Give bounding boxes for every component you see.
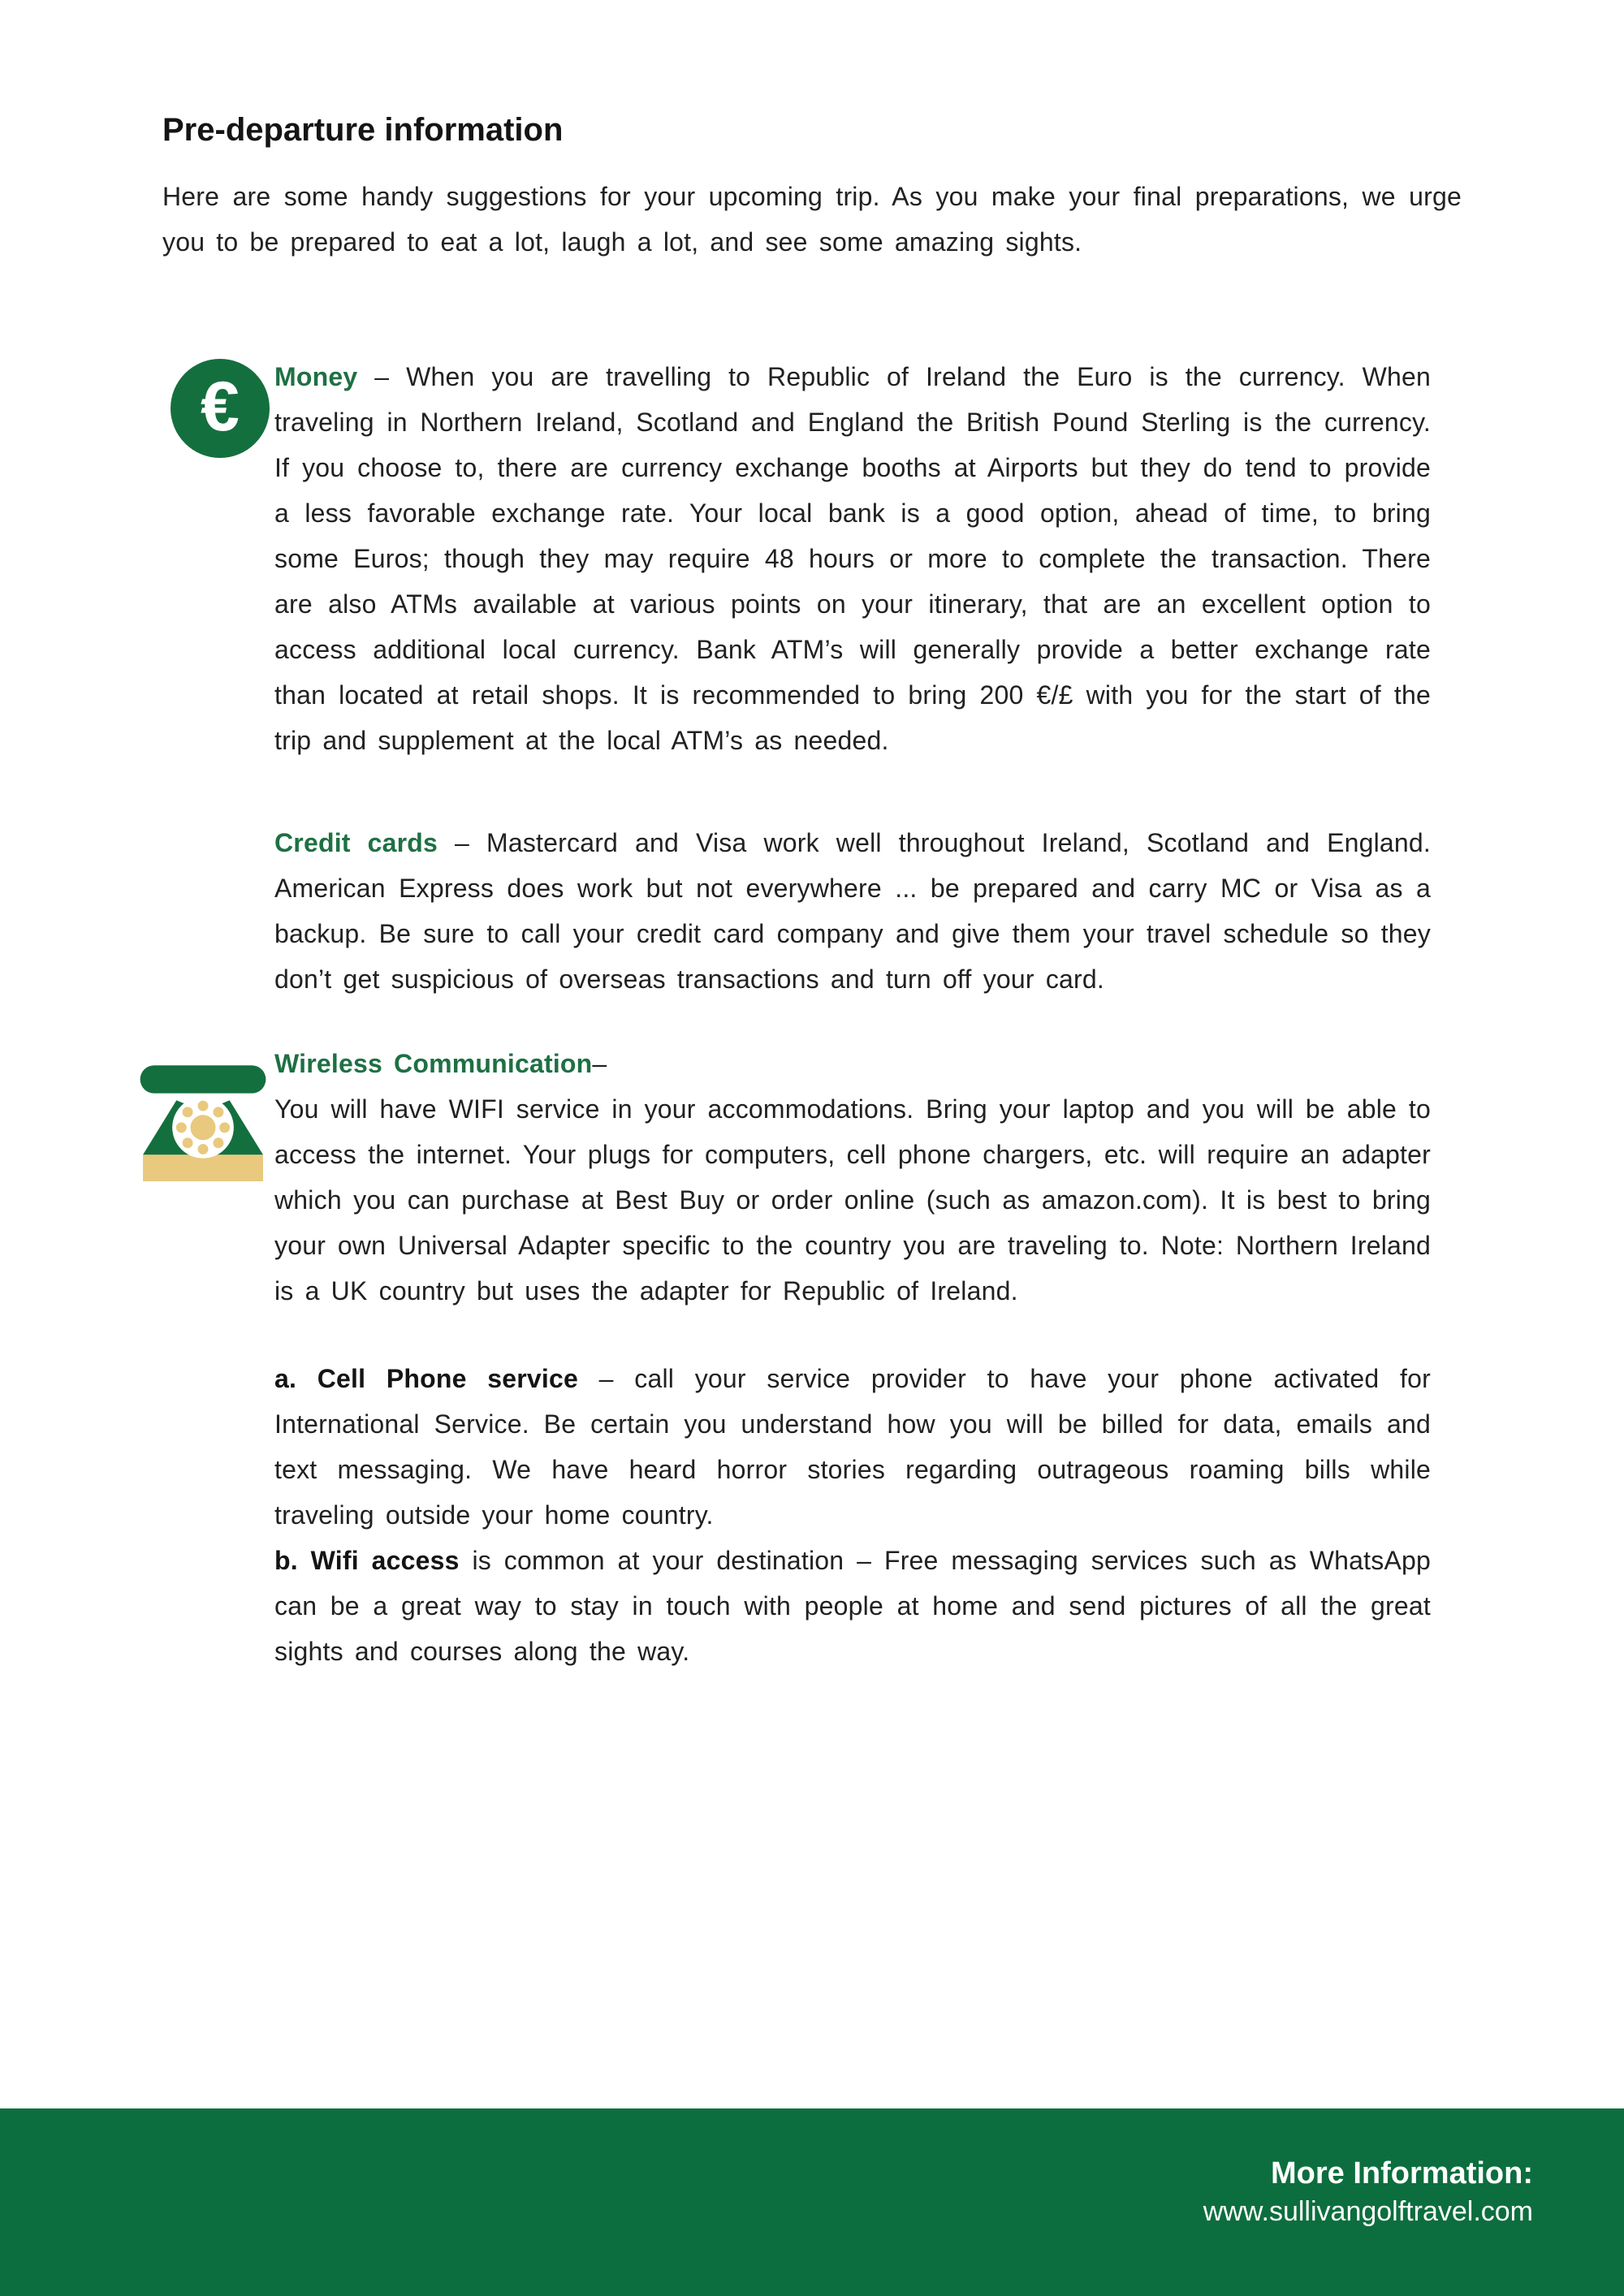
- intro-paragraph: Here are some handy suggestions for your upcoming trip. As you make your final preparations, we urge you to be prepared to eat a lot, laugh a lot, and see some amazing sights.: [162, 182, 1462, 257]
- wireless-section: [274, 1041, 1431, 1314]
- wifi-body: is common at your destination – Free messaging services such as WhatsApp can be a great way to stay in touch with people at home and send pictures of all the great sights and courses along the way.: [274, 1546, 1431, 1666]
- wifi-section: [274, 1538, 1431, 1674]
- credit-cards-paragraph: [274, 820, 1431, 1002]
- credit-cards-body: Mastercard and Visa work well throughout Ireland, Scotland and England. American Express does work but not everywhere ... be prepared and carry MC or Visa as a backup. Be sure to call your credit card company and give them your travel schedule so they don’t get suspicious of overseas transactions and turn off your card.: [274, 828, 1432, 994]
- euro-symbol: €: [200, 368, 240, 446]
- credit-cards-separator: –: [438, 828, 486, 857]
- rotary-telephone-icon: [133, 1046, 273, 1182]
- website-url: www.sullivangolftravel.com: [1203, 2196, 1533, 2227]
- wireless-dash: –: [592, 1049, 607, 1078]
- page-title: Pre-departure information: [162, 112, 564, 148]
- footer-bar: [0, 2108, 1624, 2296]
- credit-cards-section: [274, 820, 1431, 1002]
- credit-cards-heading: Credit cards: [274, 828, 438, 857]
- money-section: [200, 354, 1431, 763]
- wifi-label: b. Wifi access: [274, 1546, 460, 1575]
- wireless-body: You will have WIFI service in your accommodations. Bring your laptop and you will be able to access the internet. Your plugs for computers, cell phone chargers, etc. will require an adapter which you can purchase at Best Buy or order online (such as amazon.com). It is best to bring your own Universal Adapter specific to the country you are traveling to. Note: Northern Ireland is a UK country but uses the adapter for Republic of Ireland.: [274, 1094, 1431, 1306]
- wireless-heading-line: [274, 1041, 1431, 1086]
- euro-coin-icon: [171, 359, 270, 458]
- more-information-label: More Information:: [1271, 2156, 1533, 2190]
- cell-phone-label: a. Cell Phone service: [274, 1364, 578, 1393]
- wireless-heading: Wireless Communication: [274, 1049, 593, 1078]
- money-body: When you are travelling to Republic of Ireland the Euro is the currency. When traveling in Northern Ireland, Scotland and England the British Pound Sterling is the currency. If you choose to, there are currency exchange booths at Airports but they do tend to provide a less favorable exchange rate. Your local bank is a good option, ahead of time, to bring some Euros; though they may require 48 hours or more to complete the transaction. There are also ATMs available at various points on your itinerary, that are an excellent option to access additional local currency. Bank ATM’s will generally provide a better exchange rate than located at retail shops. It is recommended to bring 200 €/£ with you for the start of the trip and supplement at the local ATM’s as needed.: [274, 362, 1431, 755]
- money-paragraph: [274, 354, 1431, 763]
- cell-phone-paragraph: [274, 1356, 1431, 1538]
- cell-phone-body: call your service provider to have your phone activated for International Service. Be certain you understand how you will be billed for data, emails and text messaging. We have heard horror stories regarding outrageous roaming bills while traveling outside your home country.: [274, 1364, 1431, 1530]
- money-separator: –: [357, 362, 407, 391]
- wifi-paragraph: [274, 1538, 1431, 1674]
- cell-phone-separator: –: [578, 1364, 635, 1393]
- cell-phone-section: [274, 1356, 1431, 1538]
- money-heading: Money: [274, 362, 358, 391]
